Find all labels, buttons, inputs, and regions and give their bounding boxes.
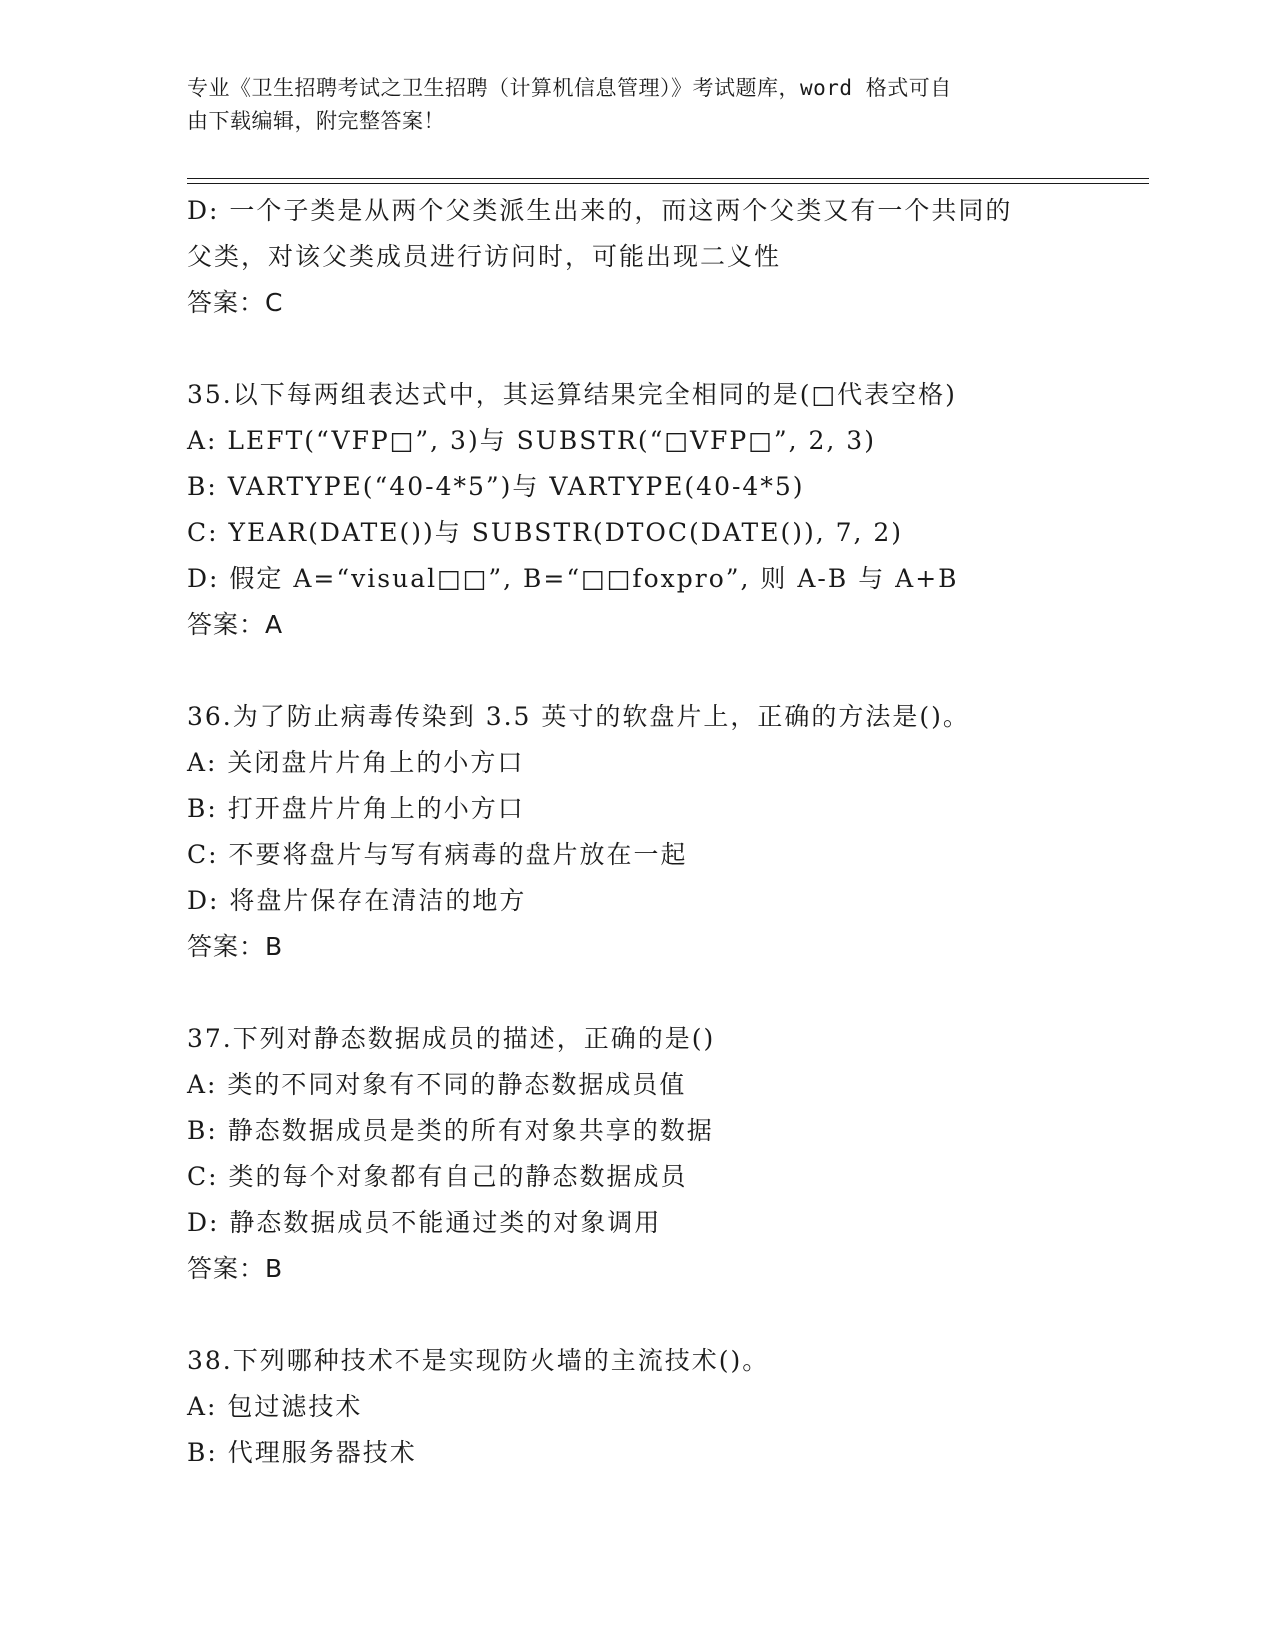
- option-a: A: 包过滤技术: [187, 1392, 363, 1421]
- option-b: B: VARTYPE(“40-4*5”)与 VARTYPE(40-4*5): [187, 472, 805, 501]
- question-body: [187, 188, 1107, 1476]
- spacer: [187, 326, 1107, 372]
- question-stem: 35.以下每两组表达式中，其运算结果完全相同的是(□代表空格): [187, 380, 957, 409]
- question-35: [187, 372, 1107, 648]
- answer-label: 答案：B: [187, 932, 284, 961]
- option-a: A: 类的不同对象有不同的静态数据成员值: [187, 1070, 687, 1099]
- q34-option-d-line-2: 父类，对该父类成员进行访问时，可能出现二义性: [187, 242, 782, 271]
- option-d: D: 假定 A=“visual□□”, B=“□□foxpro”, 则 A-B 与 A+B: [187, 564, 959, 593]
- question-38: [187, 1338, 1107, 1476]
- q34-answer: 答案：C: [187, 288, 284, 317]
- spacer: [187, 1292, 1107, 1338]
- option-c: C: 不要将盘片与写有病毒的盘片放在一起: [187, 840, 688, 869]
- option-d: D: 将盘片保存在清洁的地方: [187, 886, 527, 915]
- option-c: C: 类的每个对象都有自己的静态数据成员: [187, 1162, 688, 1191]
- spacer: [187, 648, 1107, 694]
- spacer: [187, 970, 1107, 1016]
- header-line-1: 专业《卫生招聘考试之卫生招聘（计算机信息管理）》考试题库，word 格式可自: [187, 76, 952, 100]
- header-divider-top: [187, 178, 1149, 179]
- option-a: A: 关闭盘片片角上的小方口: [187, 748, 525, 777]
- question-stem: 36.为了防止病毒传染到 3.5 英寸的软盘片上，正确的方法是()。: [187, 702, 970, 731]
- option-c: C: YEAR(DATE())与 SUBSTR(DTOC(DATE()), 7, 2): [187, 518, 904, 547]
- option-a: A: LEFT(“VFP□”, 3)与 SUBSTR(“□VFP□”, 2, 3): [187, 426, 876, 455]
- question-37: [187, 1016, 1107, 1292]
- question-36: [187, 694, 1107, 970]
- header-divider-bottom: [187, 183, 1149, 184]
- question-stem: 37.下列对静态数据成员的描述，正确的是(): [187, 1024, 716, 1053]
- question-stem: 38.下列哪种技术不是实现防火墙的主流技术()。: [187, 1346, 770, 1375]
- option-b: B: 代理服务器技术: [187, 1438, 417, 1467]
- option-b: B: 打开盘片片角上的小方口: [187, 794, 525, 823]
- header-line-2: 由下载编辑，附完整答案！: [187, 109, 445, 133]
- answer-label: 答案：B: [187, 1254, 284, 1283]
- document-header: [187, 72, 1087, 138]
- option-d: D: 静态数据成员不能通过类的对象调用: [187, 1208, 662, 1237]
- option-b: B: 静态数据成员是类的所有对象共享的数据: [187, 1116, 714, 1145]
- q34-option-d-line-1: D: 一个子类是从两个父类派生出来的，而这两个父类又有一个共同的: [187, 196, 1013, 225]
- answer-label: 答案：A: [187, 610, 284, 639]
